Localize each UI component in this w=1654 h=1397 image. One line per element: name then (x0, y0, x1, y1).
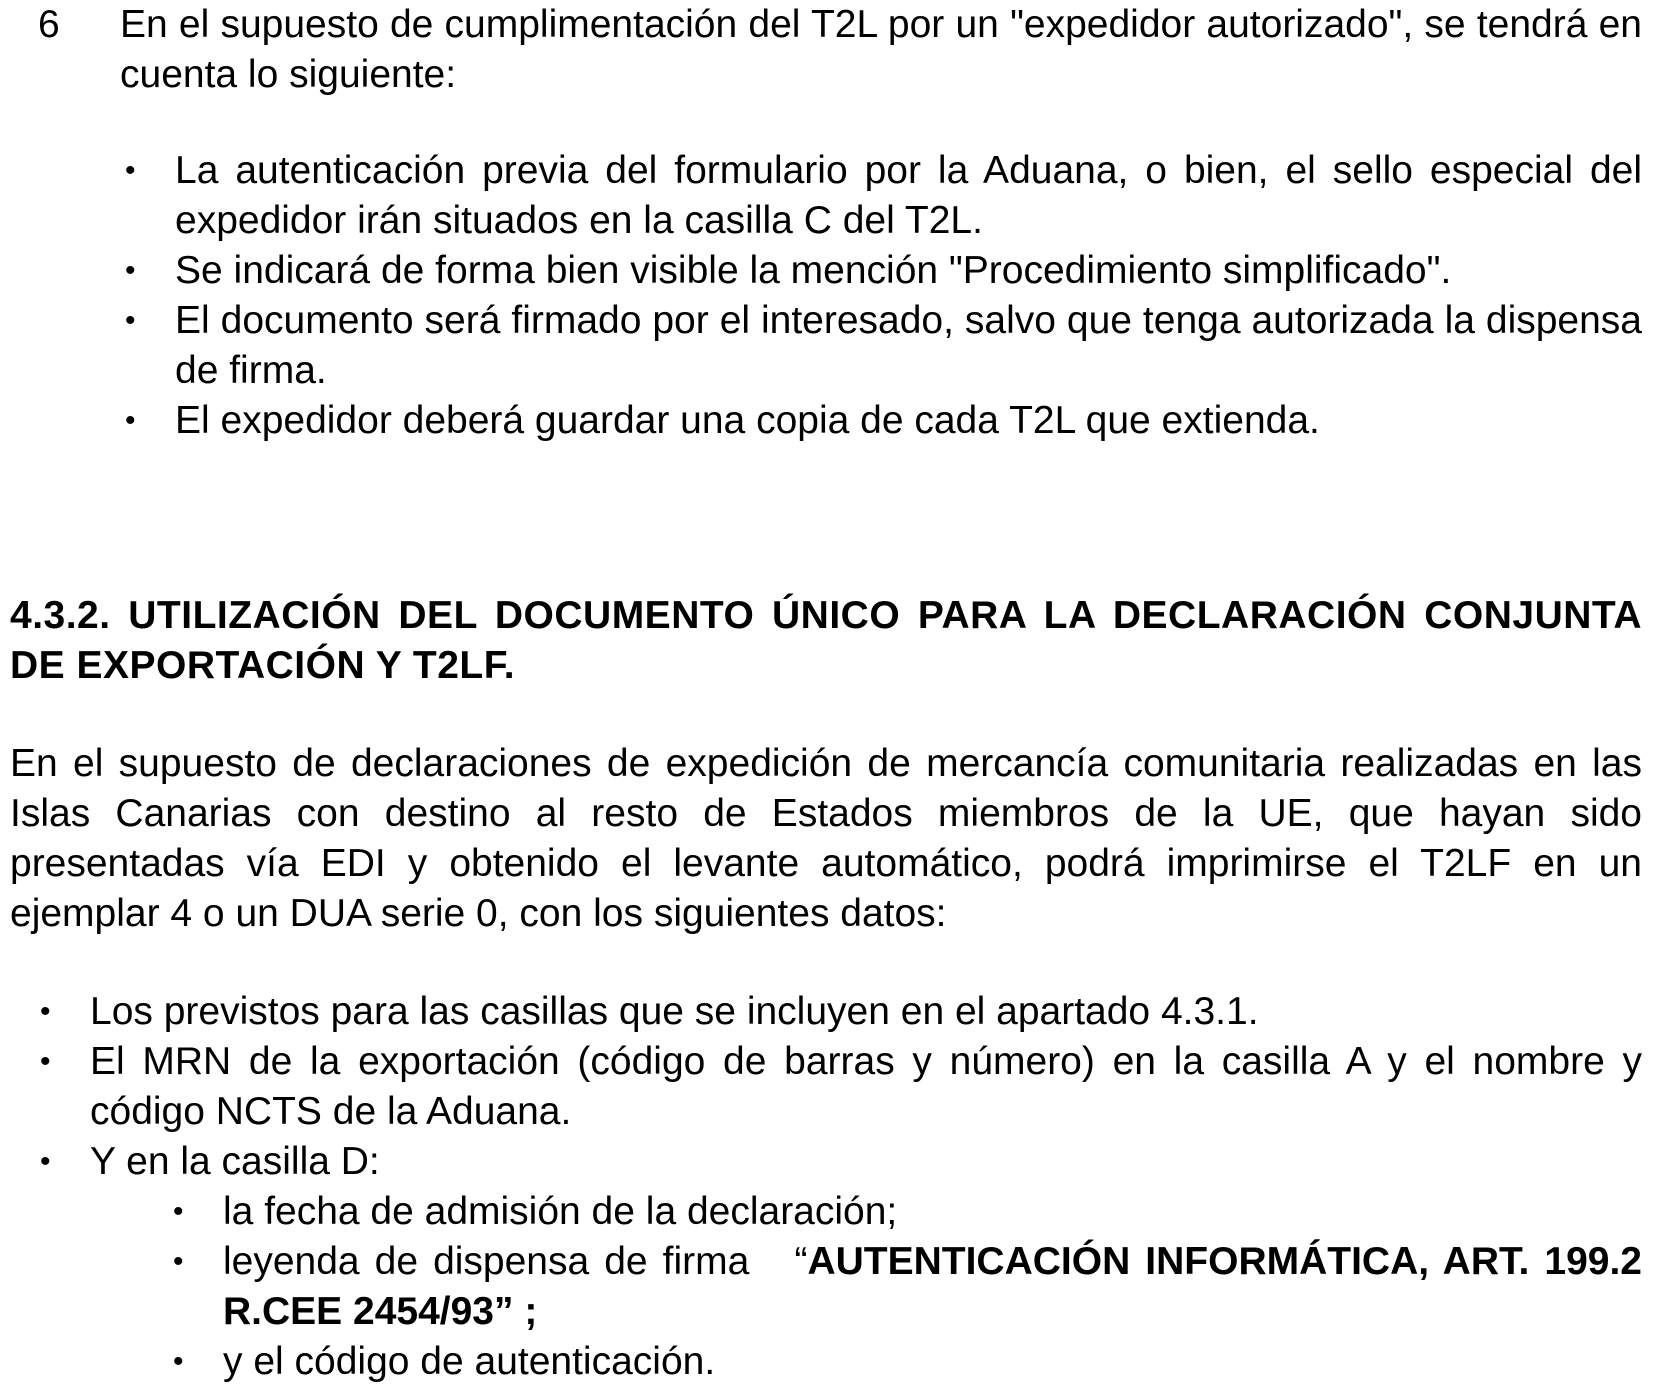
sub-list-item: • y el código de autenticación. (223, 1337, 1642, 1387)
list-item: • Y en la casilla D: • la fecha de admisión de la declaración; • leyenda de dispensa de firma “AUTENTICACIÓN INFORMÁTICA, ART. 199.2 R.CEE 2454/93” ; • y el código de autenticación. (90, 1137, 1642, 1387)
bullet-icon: • (125, 404, 136, 437)
bullet-icon: • (173, 1345, 184, 1378)
legend-bold-text: AUTENTICACIÓN INFORMÁTICA, ART. 199.2 R.CEE 2454/93” ; (223, 1240, 1642, 1333)
bullet-icon: • (40, 1145, 51, 1178)
bullet-icon: • (125, 254, 136, 287)
section-heading: 4.3.2. UTILIZACIÓN DEL DOCUMENTO ÚNICO PARA LA DECLARACIÓN CONJUNTA DE EXPORTACIÓN Y T2LF. (10, 594, 1642, 687)
bullet-icon: • (173, 1195, 184, 1228)
list-item: • La autenticación previa del formulario por la Aduana, o bien, el sello especial del expedidor irán situados en la casilla C del T2L. (175, 146, 1642, 246)
legend-prefix: leyenda de dispensa de firma “ (223, 1240, 808, 1283)
sub-list-item: • la fecha de admisión de la declaración; (223, 1187, 1642, 1237)
requirements-list (10, 146, 1642, 446)
bullet-icon: • (173, 1245, 184, 1278)
numbered-paragraph-6 (10, 0, 1642, 100)
paragraph-number: 6 (38, 3, 60, 46)
bullet-icon: • (40, 995, 51, 1028)
data-list (10, 987, 1642, 1387)
bullet-icon: • (125, 304, 136, 337)
section-paragraph: En el supuesto de declaraciones de expedición de mercancía comunitaria realizadas en las Islas Canarias con destino al resto de Estados miembros de la UE, que hayan sido presentadas vía EDI y obtenido el levante automático, podrá imprimirse el T2LF en un ejemplar 4 o un DUA serie 0, con los siguientes datos: (10, 742, 1642, 935)
list-item: • El expedidor deberá guardar una copia de cada T2L que extienda. (175, 396, 1642, 446)
list-item: • El MRN de la exportación (código de barras y número) en la casilla A y el nombre y código NCTS de la Aduana. (90, 1037, 1642, 1137)
list-item: • Los previstos para las casillas que se incluyen en el apartado 4.3.1. (90, 987, 1642, 1037)
paragraph-text: En el supuesto de cumplimentación del T2L por un "expedidor autorizado", se tendrá en cuenta lo siguiente: (120, 3, 1642, 96)
bullet-icon: • (125, 154, 136, 187)
casilla-d-sublist (90, 1187, 1642, 1387)
list-item: • Se indicará de forma bien visible la mención "Procedimiento simplificado". (175, 246, 1642, 296)
bullet-icon: • (40, 1045, 51, 1078)
document-page (10, 0, 1642, 1387)
sub-list-item (173, 1237, 1642, 1337)
list-item: • El documento será firmado por el interesado, salvo que tenga autorizada la dispensa de firma. (175, 296, 1642, 396)
